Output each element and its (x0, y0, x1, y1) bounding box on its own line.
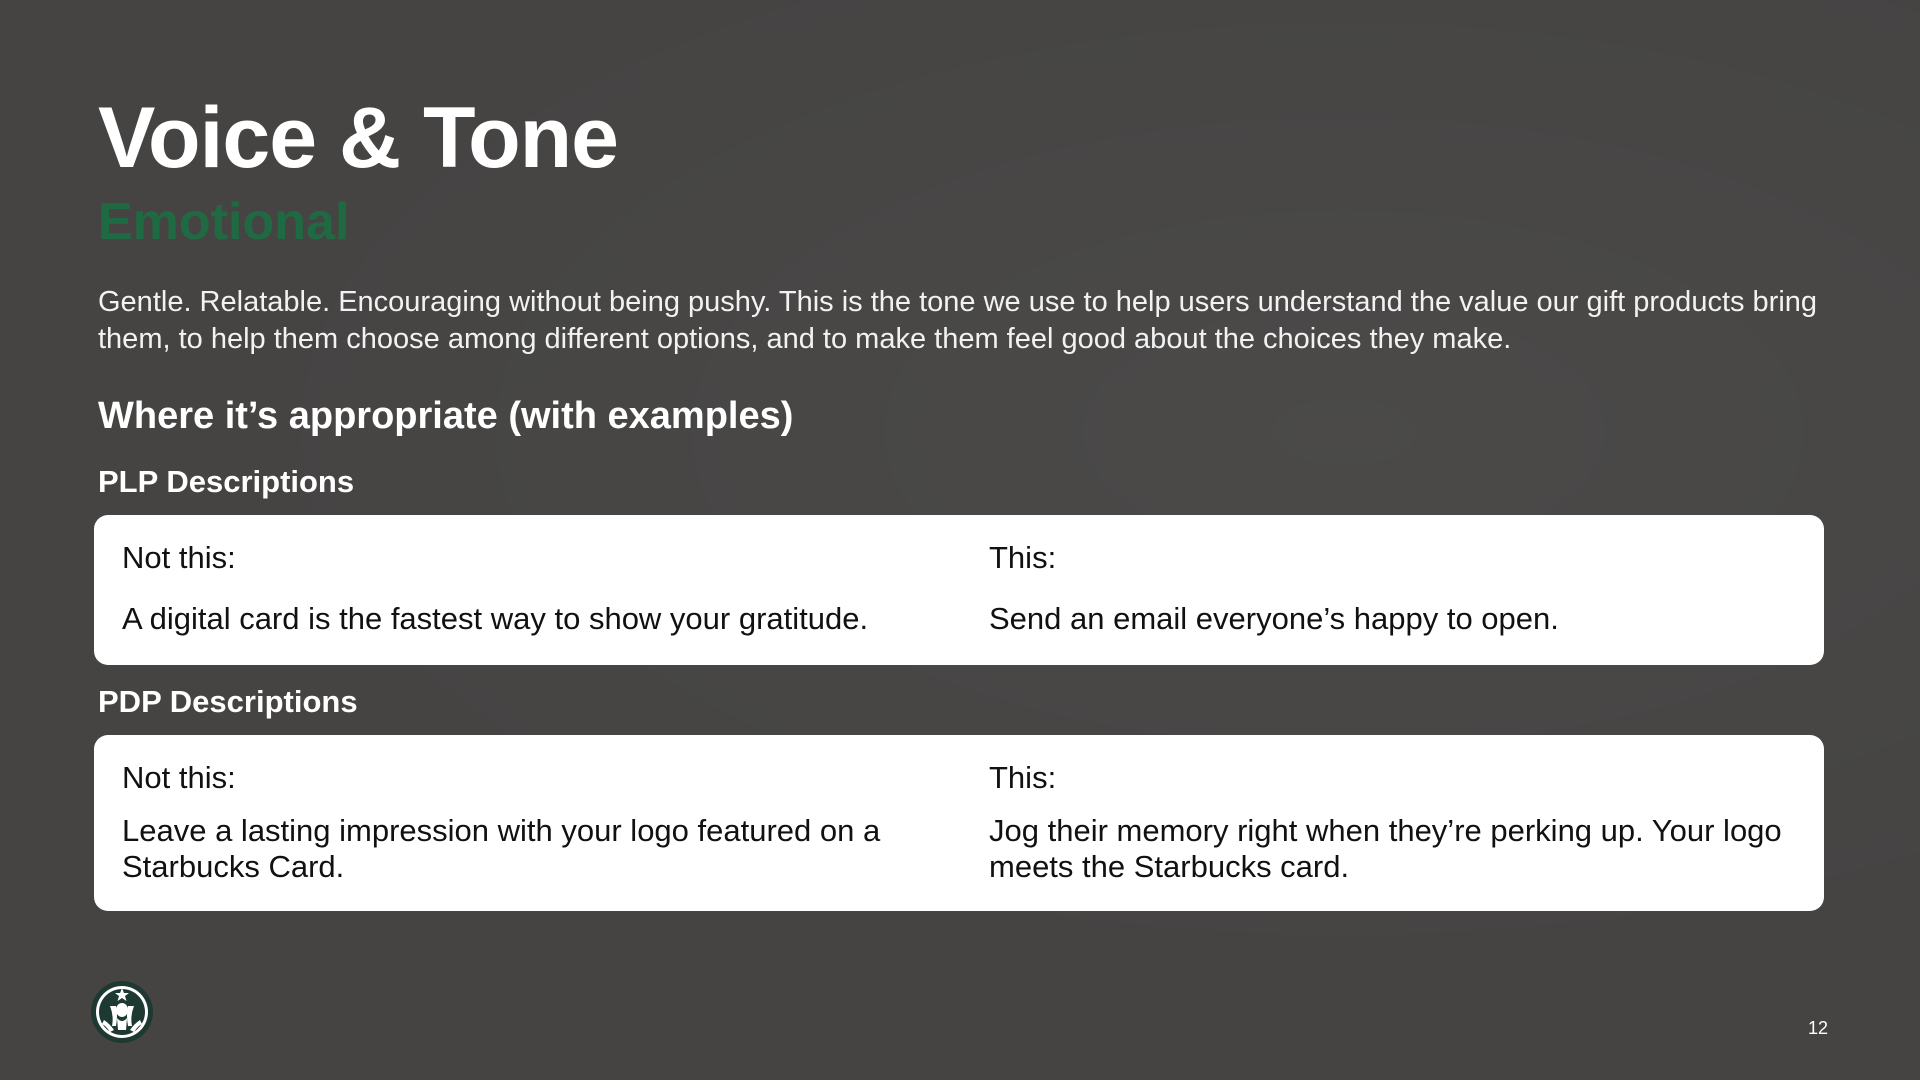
slide-title: Voice & Tone (98, 90, 618, 186)
intro-paragraph: Gentle. Relatable. Encouraging without being pushy. This is the tone we use to help users understand the value our gift products bring them, to help them choose among different options, and to make them feel good about the choices they make. (98, 286, 1818, 355)
plp-this-label: This: (989, 540, 1057, 575)
plp-example-card (94, 515, 1824, 665)
plp-this-text: Send an email everyone’s happy to open. (989, 601, 1559, 636)
plp-label: PLP Descriptions (98, 464, 355, 499)
pdp-not-this-label: Not this: (122, 760, 236, 795)
pdp-label: PDP Descriptions (98, 684, 358, 719)
slide-subtitle: Emotional (98, 193, 350, 251)
section-heading: Where it’s appropriate (with examples) (98, 395, 794, 437)
plp-not-this-text: A digital card is the fastest way to show your gratitude. (122, 601, 869, 636)
pdp-this-label: This: (989, 760, 1057, 795)
starbucks-siren-logo-icon (90, 980, 154, 1044)
pdp-example-card (94, 735, 1824, 911)
pdp-this-text: Jog their memory right when they’re perking up. Your logo meets the Starbucks card. (989, 813, 1782, 884)
pdp-not-this-text: Leave a lasting impression with your logo featured on a Starbucks Card. (122, 813, 881, 884)
plp-not-this-label: Not this: (122, 540, 236, 575)
page-number: 12 (1807, 1018, 1828, 1038)
